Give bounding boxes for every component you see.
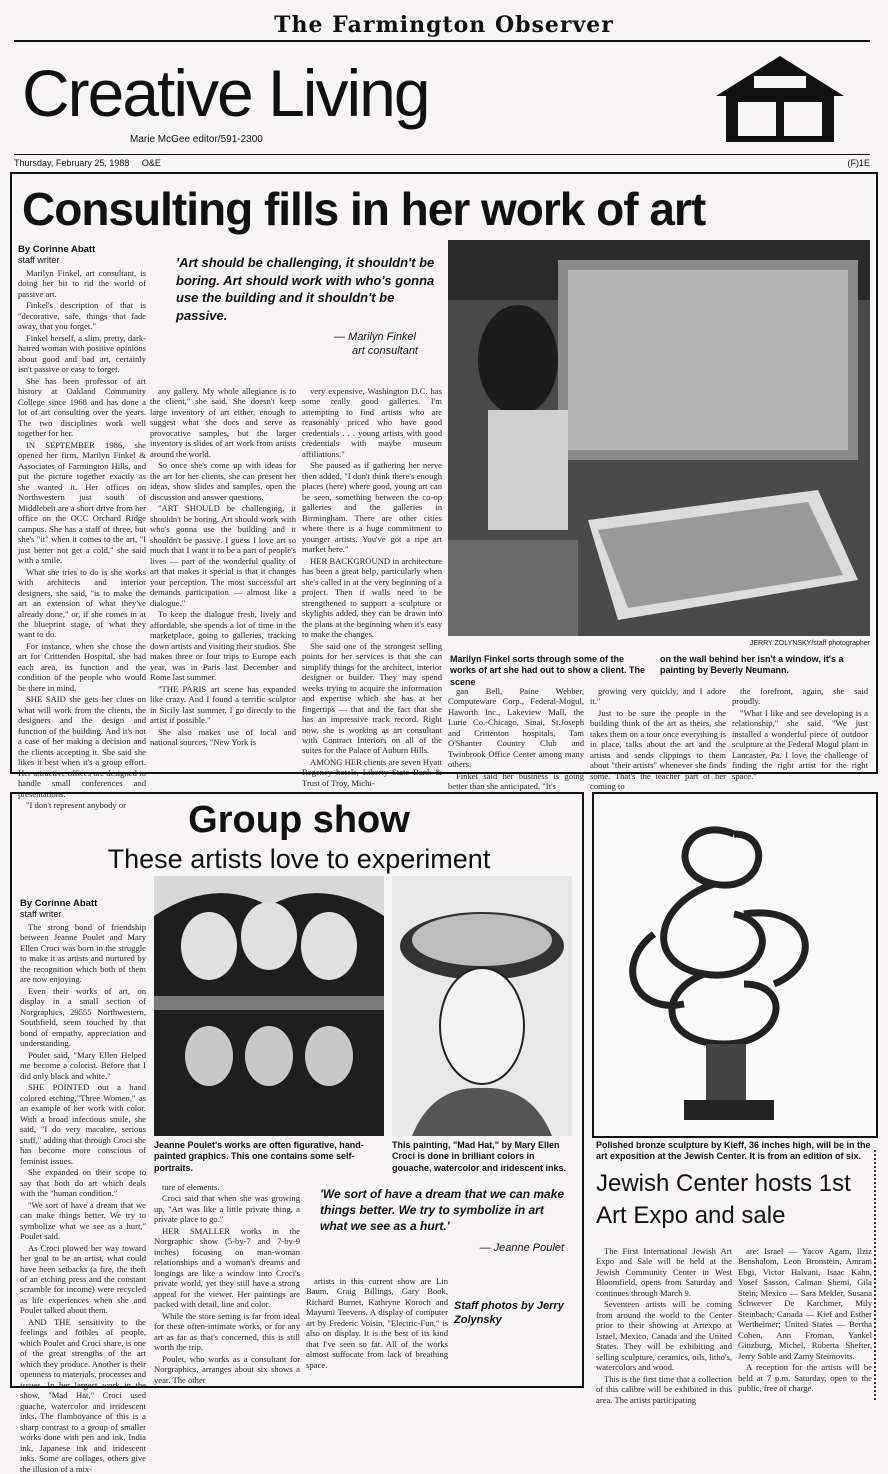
story1-headline: Consulting fills in her work of art — [22, 183, 706, 235]
story1-photo-caption-1: Marilyn Finkel sorts through some of the works of art she had out to show a client. The scene — [450, 654, 646, 687]
story2-photo-three-women — [154, 876, 384, 1136]
paragraph: the forefront, again, she said proudly. — [732, 686, 868, 707]
story1-pullquote — [176, 254, 436, 359]
byline-title: staff writer — [20, 909, 62, 920]
story2-pullquote — [320, 1186, 570, 1255]
story1-byline — [18, 244, 148, 266]
byline-name: By Corinne Abatt — [18, 244, 96, 255]
story2-byline — [20, 898, 150, 920]
story3-column-1 — [596, 1246, 732, 1405]
story2-column-1 — [20, 922, 146, 1474]
story3-photo-frame — [592, 792, 878, 1138]
byline-name: By Corinne Abatt — [20, 898, 98, 909]
paragraph: This is the first time that a collection of this calibre will be exhibited in this area. The artists participating — [596, 1373, 732, 1405]
paragraph: Croci said that when she was growing up, "Art was like a little private thing, a private place to go." — [154, 1193, 300, 1225]
paragraph: She has been professor of art history at Oakland Community College since 1968 and has done a lot of art consulting over the years. The two disciplines work well together for her. — [18, 375, 146, 439]
story2-caption-left: Jeanne Poulet's works are often figurative, hand-painted graphics. This one contains some self-portraits. — [154, 1140, 364, 1173]
paragraph: SHE SAID she gets her clues on what will work from the clients, the designers and the design and function of the building. And it's not a case of her making a decision and the clients accepting it. She said she likes it best when it's a group effort. Her attractive offices are designed to handle small conferences and presentations. — [18, 694, 146, 799]
story1-column-5 — [590, 686, 726, 792]
pullquote-title: art consultant — [351, 345, 418, 358]
story1-photo-credit: JERRY ZOLYNSKY/staff photographer — [749, 640, 870, 647]
paragraph: While the store setting is far from ideal for these often-intimate works, or for any art as far as that's concerned, this is still worth the trip. — [154, 1310, 300, 1353]
paragraph: A reception for the artists will be held at 7 p.m. Saturday, open to the public, free of charge. — [738, 1362, 872, 1394]
paragraph: She expanded on their scope to say that both do art which deals with the "human condition." — [20, 1167, 146, 1199]
paragraph: Even their works of art, on display in a small section of Norgraphics, 29555 Northwestern, Southfield, seem touched by that bond of empathy, appreciation and understanding. — [20, 985, 146, 1049]
story2-subhead: These artists love to experiment — [107, 844, 491, 874]
cut-line — [874, 1150, 876, 1400]
paragraph: The First International Jewish Art Expo and Sale will be held at the Jewish Community Center in West Bloomfield, opens from Saturday and continues through March 9. — [596, 1246, 732, 1298]
paragraph: Poulet said, "Mary Ellen Helped me become a colorist. Before that I did only black and white." — [20, 1049, 146, 1081]
byline-title: staff writer — [18, 255, 60, 266]
story2-column-2 — [154, 1182, 300, 1385]
pullquote-text: 'We sort of have a dream that we can make things better. We try to symbolize in art what we see as a hurt.' — [320, 1187, 565, 1234]
paragraph: Marilyn Finkel, art consultant, is doing her bit to rid the world of passive art. — [18, 268, 146, 299]
page-number: (F)1E — [847, 158, 870, 168]
story1-photo — [448, 240, 870, 636]
story2-staff-photos-credit: Staff photos by Jerry Zolynsky — [454, 1300, 564, 1326]
paragraph: Seventeen artists will be coming from around the world to the Center prior to their showing at Artexpo at Israel, Mexico, Canada and the United States. They will be exhibiting and selling sculpture, ceramics, oils, litho's, watercolors and wood. — [596, 1299, 732, 1373]
paragraph: She said one of the strongest selling points for her services is that she can simplify things for the architect, interior designer or builder. They may spend weeks trying to acquire the information and expertise which she has at her fingertips — that and the fact that she has an impressive track record. Right now, she is working as art consultant with Contract Interiors on all of the suites for the Palace of Auburn Hills. — [302, 640, 442, 756]
paragraph: As Croci plowed her way toward her goal to be an artist, what could have been setbacks (a fire, the theft of an etching press and the constant scramble for income) were recycled as life experiences when she and Poulet talked about them. — [20, 1242, 146, 1316]
paragraph: "THE PARIS art scene has expanded like crazy. And I found a terrific sculptor in Sicily last summer. I go directly to the artist if possible." — [150, 683, 296, 726]
paragraph: "We sort of have a dream that we can make things better. We try to symbolize what we see as a hurt," Poulet said. — [20, 1199, 146, 1242]
pullquote-name: — Marilyn Finkel — [334, 331, 416, 344]
paragraph: "I don't represent anybody or — [26, 800, 127, 811]
story1-column-2 — [150, 386, 296, 768]
story3-column-2 — [738, 1246, 872, 1396]
paragraph: AND THE sensitivity to the feelings and foibles of people, which Poulet and Croci share, is one of the great strengths of the art which they produce. Another is their openness to materials, processes and issues. In her largest work in the show, "Mad Hat," Croci used guache, watercolor and irridescent inks. The flamboyance of this is a sharp contrast to a group of smaller works done with pen and ink, India ink, Japanese ink and iridescent inks. Some are collages, others give the illusion of a mix- — [20, 1316, 146, 1474]
paragraph: artists in this current show are Lin Baum, Craig Billings, Gary Book, Richard Burnet, Kathryne Koroch and Mayumi Teevens. A display of computer art by Frederic Voisin, "Electric-Fun," is also on display. It is the best of its kind that I've seen so far. All of the works almost suffocate from lack of breathing space. — [306, 1276, 448, 1370]
paragraph: IN SEPTEMBER 1986, she opened her firm, Marilyn Finkel & Associates of Farmington Hills, and put the picture together exactly as she wanted it. Her offices on Northwestern just south of Middlebelt are a short drive from her office on the OCC Orchard Ridge campus. She has a staff of three, but she's "it" when it comes to the art, "I just better not get a cold," she said with a smile. — [18, 439, 146, 566]
story1-column-4 — [448, 686, 584, 792]
paragraph: gan Bell, Paine Webber, Computeware Corp., Federal-Mogul, Haworth Inc., Lakeview Mall, the Lurie Co.-Chicago, Sinai, St.Joseph and Crittenton hospitals, Tam O'Shanter Country Club and Twinbrook Office Center among many others. — [448, 686, 584, 770]
paragraph: HER SMALLER works in the Norgraphic show (5-by-7 and 7-by-9 inches) focusing on man-woman relationships and a woman's dreams and longings are like a window into Croci's private world, yet they still have a strong appeal for the viewer. Her paintings are packed with detail, line and color. — [154, 1225, 300, 1310]
story3-headline: Jewish Center hosts 1st Art Expo and sale — [596, 1170, 851, 1229]
dateline-rule — [14, 154, 870, 155]
paragraph: are: Israel — Yacov Agam, Ilziz Benshalom, Leon Bronstein, Amram Ebgi, Victor Halvani, Isaac Kahn, Yosef Sasson, Calman Shemi, Gila Stein; Mexico — Sara Mekler, Susana Schwever De Karchmer, Mily Steinbach; Canada — Kief and Esther Wertheimer; United States — Bertha Cohen, Ann Froman, Yankel Ginzburg, Michel, Roberta Shefter, Jerry Soble and Zamy Steimovits. — [738, 1246, 872, 1361]
paragraph: HER BACKGROUND in architecture has been a great help, particularly when she's called in at the very beginning of a project. Then if walls need to be strengthened to support a sculpture or skylights added, they can be drawn into the plans at the beginning when it's easy to make the changes. — [302, 555, 442, 640]
paragraph: Finkel said her business is going better than she anticipated, "It's — [448, 770, 584, 792]
story2-photo-mad-hat — [392, 876, 572, 1136]
masthead-rule — [14, 40, 870, 42]
story1-column-1 — [18, 268, 146, 811]
section-title: Creative Living — [22, 56, 429, 130]
paragraph: very expensive, Washington D.C. has some really good galleries. I'm attempting to find artists who are reasonably priced who have good credentials . . . young artists with good credentials with maybe museum affiliations." — [302, 386, 442, 459]
masthead-paper-name: The Farmington Observer — [274, 12, 614, 38]
editor-credit: Marie McGee editor/591-2300 — [130, 134, 263, 145]
pullquote-text: 'Art should be challenging, it shouldn't be boring. Art should work with who's gonna use the building and it shouldn't be passive. — [176, 255, 435, 323]
paragraph: So once she's come up with ideas for the art for her clients, she can present her ideas, show slides and samples, open the discussion and answer questions. — [150, 460, 296, 502]
paragraph: Just to be sure the people in the building think of the art as theirs, she takes them on a tour once everything is in place, talks about the art and the artists and sends clippings to them about "their artists" whenever she finds some. That's the teacher part of her coming to — [590, 707, 726, 792]
paragraph: Finkel's description of that is "decorative, safe, things that fade away, that you forget." — [18, 300, 146, 332]
story1-column-6 — [732, 686, 868, 781]
story2-column-3 — [306, 1276, 448, 1382]
house-icon — [710, 52, 850, 144]
paragraph: growing very quickly, and I adore it." — [590, 686, 726, 707]
story3-photo-caption: Polished bronze sculpture by Kieff, 36 inches high, will be in the art exposition at the Jewish Center. It is from an edition of six. — [596, 1140, 871, 1162]
paragraph: AMONG HER clients are seven Hyatt Regency hotels, Liberty State Bank & Trust of Troy, Michi- — [302, 756, 442, 788]
paragraph: "ART SHOULD be challenging, it shouldn't be boring. Art should work with who's gonna use the building and it shouldn't be passive. I guess I love art so much that I want it to be a part of people's lives — part of the wonderful quality of art that makes it special is that it changes your perception. The most successful art demands participation — almost like a dialogue." — [150, 503, 296, 608]
paragraph: Finkel herself, a slim, pretty, dark-haired woman with positive opinions about good and bad art, certainly isn't passive or easy to forget. — [18, 332, 146, 375]
paragraph: The strong bond of friendship between Jeanne Poulet and Mary Ellen Croci was born in the struggle to make it as artists and nurtured by the recognition which both of them are now enjoying. — [20, 922, 146, 985]
issue-date: Thursday, February 25, 1988 — [14, 158, 130, 168]
story2-headline: Group show — [188, 799, 410, 841]
paragraph: SHE POINTED out a hand colored etching,"Three Women," as an example of her work with color. With a broad infectious smile, she said, "I do very macabre, serious stuff," adding that through Croci she has become more conscious of feminist issues. — [20, 1082, 146, 1166]
story1-photo-caption-2: on the wall behind her isn't a window, it's a painting by Beverly Neumann. — [660, 654, 844, 676]
paragraph: "What I like and see developing is a relationship," she said. "We just installed a wonderful piece of outdoor sculpture at the Federal Mogul plant in Lancaster, Pa. I love the challenge of finding the right artist for the right space." — [732, 707, 868, 781]
paragraph: What she tries to do is she works with architects and interior designers, she said, "is to make the art an extension of what they've already done," or, if she comes in at the blueprint stage, of what they want to do. — [18, 566, 146, 640]
story1-column-3 — [302, 386, 442, 788]
paragraph: She paused as if gathering her nerve then added, "I don't think there's enough places (here) where good, young art can be seen, something between the co-op galleries and the galleries in Birmingham. There are other cities where there is a huge commitment to younger artists. You've got a ripe art market here." — [302, 460, 442, 555]
paragraph: Poulet, who works as a consultant for Norgraphics, arranges about six shows a year. The other — [154, 1353, 300, 1385]
dateline — [14, 158, 870, 168]
edition-label: O&E — [141, 158, 161, 168]
story2-caption-right: This painting, "Mad Hat," by Mary Ellen Croci is done in brilliant colors in gouache, watercolor and iridescent inks. — [392, 1140, 567, 1173]
paragraph: She also makes use of local and national sources. "New York is — [150, 726, 296, 747]
paragraph: To keep the dialogue fresh, lively and affordable, she spends a lot of time in the marketplace, going to galleries, tracking down artists and visiting their studios. She makes three or four trips to Europe each year, was in Paris last December and Rome last summer. — [150, 609, 296, 683]
paragraph: ture of elements. — [162, 1182, 220, 1192]
pullquote-attribution: — Jeanne Poulet — [479, 1241, 564, 1254]
paragraph: For instance, when she chose the art for Crittenden Hospital, she had each area, its function and the condition of the people who would be there in mind. — [18, 640, 146, 693]
paragraph: any gallery. My whole allegiance is to the client," she said. She doesn't keep large inventory of art either, enough to suggest what she does and serve as provocative samples, but the larger inventory is slides of art work from artists around the world. — [150, 386, 296, 459]
